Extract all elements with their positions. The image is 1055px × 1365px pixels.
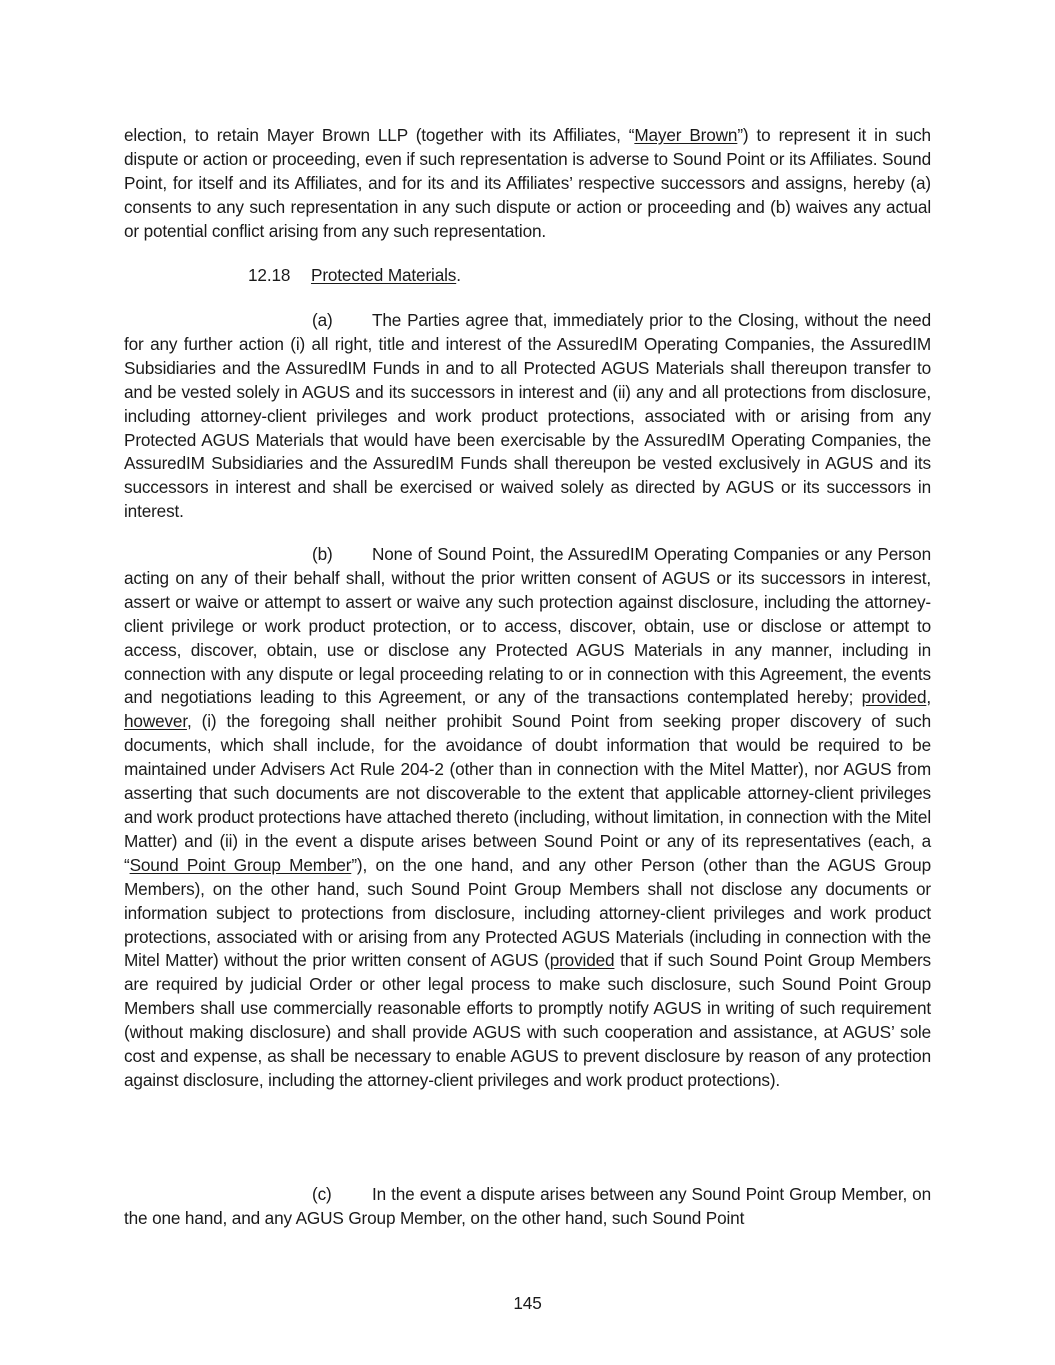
- section-heading: [248, 264, 461, 288]
- paragraph-label-b: (b): [312, 544, 333, 564]
- defined-term-sound-point-group-member: Sound Point Group Member: [129, 854, 352, 875]
- text: None of Sound Point, the AssuredIM Operating Companies or any Person acting on any of their behalf shall, without the prior written consent of AGUS or its successors in interest, assert or waive or attempt to assert or waive any such protection against disclosure, including the attorney-client privilege or work product protection, or to access, discover, obtain, use or disclose or attempt to access, discover, obtain, use or disclose any Protected AGUS Materials in any manner, including in connection with any dispute or legal proceeding relating to or in connection with this Agreement, the events and negotiations leading to this Agreement, or any of the transactions contemplated hereby;: [124, 544, 931, 708]
- text: ,: [926, 687, 931, 708]
- paragraph-c: [124, 1183, 931, 1231]
- text: election, to retain Mayer Brown LLP (together with its Affiliates, “: [124, 125, 635, 145]
- term-however: however: [124, 711, 187, 732]
- defined-term-mayer-brown: Mayer Brown: [634, 125, 738, 145]
- section-number: 12.18: [248, 265, 291, 285]
- text: ”), on the one hand, and any other Person (other than the AGUS Group Members), on the other hand, such Sound Point Group Members shall not disclose any documents or information subject to protections from disclosure, including attorney-client privileges and work product protections, associated with or arising from any Protected AGUS Materials (including in connection with the Mitel Matter) without the prior written consent of AGUS (: [124, 854, 931, 971]
- text: In the event a dispute arises between any Sound Point Group Member, on the one hand, and any AGUS Group Member, on the other hand, such Sound Point: [124, 1184, 931, 1228]
- section-title: Protected Materials: [311, 265, 457, 285]
- paragraph-label-c: (c): [312, 1184, 332, 1204]
- page-number: 145: [513, 1293, 542, 1313]
- text: that if such Sound Point Group Members are required by judicial Order or other legal process to make such disclosure, such Sound Point Group Members shall use commercially reasonable efforts to promptly notify AGUS in writing of such requirement (without making disclosure) and shall provide AGUS with such cooperation and assistance, at AGUS’ sole cost and expense, as shall be necessary to enable AGUS to prevent disclosure by reason of any protection against disclosure, including the attorney-client privileges and work product protections).: [124, 950, 931, 1090]
- paragraph-b: [124, 543, 931, 1093]
- text: The Parties agree that, immediately prior to the Closing, without the need for any further action (i) all right, title and interest of the AssuredIM Operating Companies, the AssuredIM Subsidiaries and the AssuredIM Funds in and to all Protected AGUS Materials shall thereupon transfer to and be vested solely in AGUS and its successors in interest and (ii) any and all protections from disclosure, including attorney-client privileges and work product protections, associated with or arising from any Protected AGUS Materials that would have been exercisable by the AssuredIM Operating Companies, the AssuredIM Subsidiaries and the AssuredIM Funds shall thereupon be vested exclusively in AGUS and its successors in interest and shall be exercised or waived solely as directed by AGUS or its successors in interest.: [124, 310, 931, 522]
- term-provided: provided: [549, 950, 615, 971]
- text: , (i) the foregoing shall neither prohibit Sound Point from seeking proper discovery of such documents, which shall include, for the avoidance of doubt information that would be required to be maintained under Advisers Act Rule 204-2 (other than in connection with the Mitel Matter), nor AGUS from asserting that such documents are not discoverable to the extent that applicable attorney-client privileges and work product protections have attached thereto (including, without limitation, in connection with the Mitel Matter) and (ii) in the event a dispute arises between Sound Point or any of its representatives (each, a “: [124, 711, 931, 875]
- paragraph-a: [124, 309, 931, 524]
- paragraph-label-a: (a): [312, 310, 333, 330]
- term-provided: provided: [861, 687, 927, 708]
- paragraph-mayer-brown: [124, 124, 931, 244]
- text: ”) to represent it in such dispute or action or proceeding, even if such representation is adverse to Sound Point or its Affiliates. Sound Point, for itself and its Affiliates, and for its and its Affiliates’ respective successors and assigns, hereby (a) consents to any such representation in any such dispute or action or proceeding and (b) waives any actual or potential conflict arising from any such representation.: [124, 125, 931, 241]
- section-title-period: .: [456, 265, 461, 285]
